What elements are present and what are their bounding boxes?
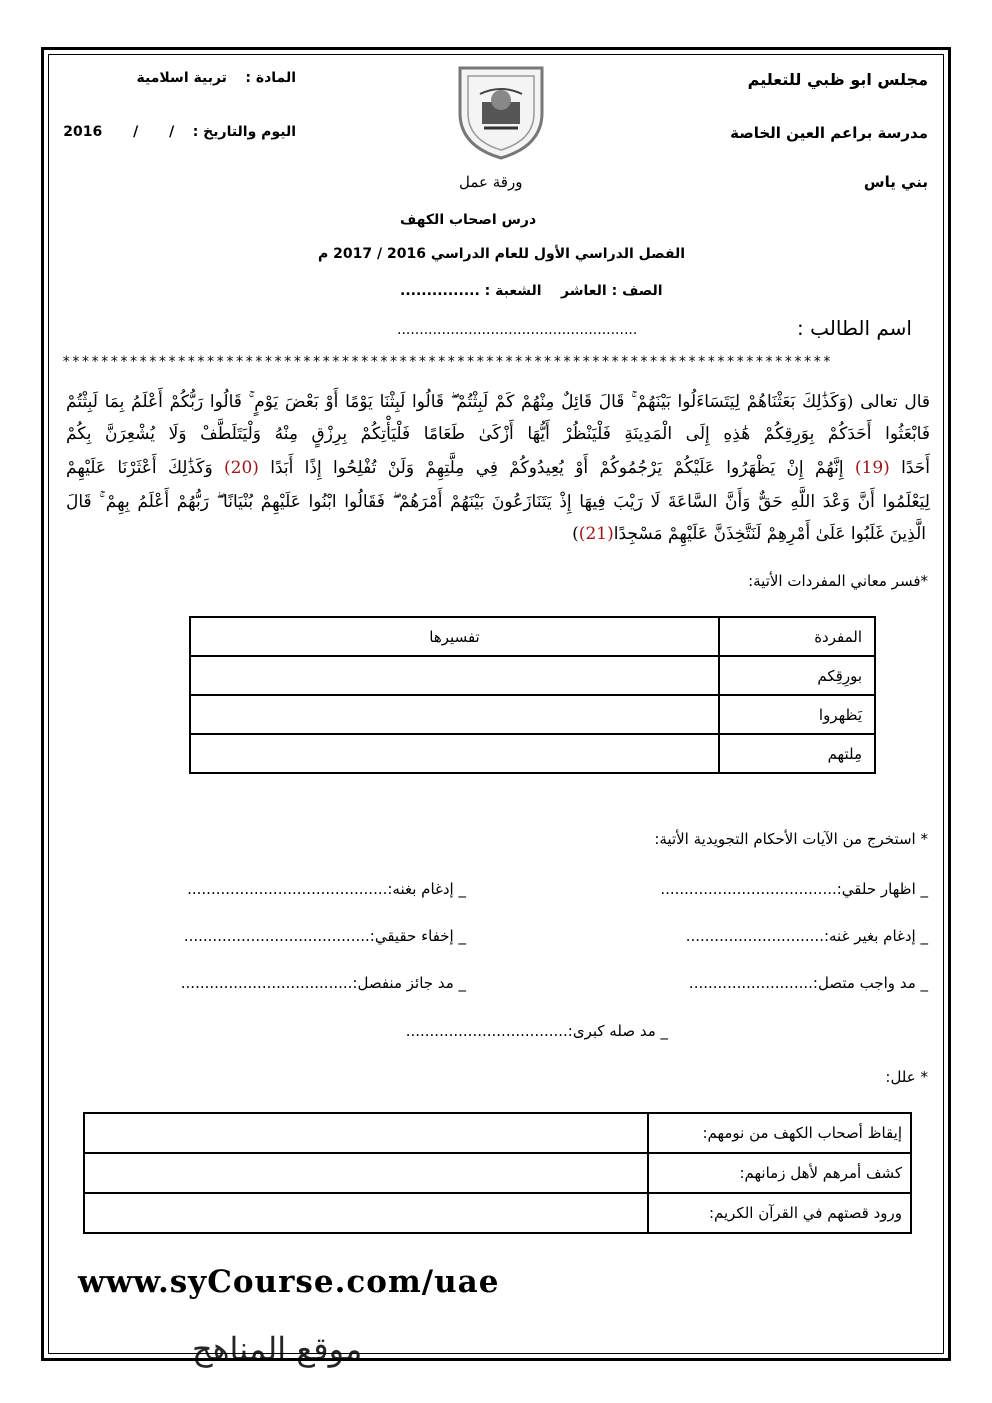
watermark: موقع المناهج [192, 1330, 363, 1368]
lesson-title: درس اصحاب الكهف [400, 212, 537, 228]
vocab-prompt: *فسر معاني المفردات الأتية: [748, 572, 928, 590]
student-name-label: اسم الطالب : [797, 316, 912, 340]
vocab-table [189, 616, 876, 774]
vocab-word: مِلتهم [719, 734, 875, 773]
term-line: الفصل الدراسي الأول للعام الدراسي 2016 / 2017 م [318, 246, 686, 262]
separator: ******************************************************************************** [62, 354, 833, 370]
verse-text-1: (وَكَذَٰلِكَ بَعَثْنَاهُمْ لِيَتَسَاءَلُوا بَيْنَهُمْ ۚ قَالَ قَائِلٌ مِنْهُمْ كَمْ لَبِثْتُمْ ۖ قَالُوا لَبِثْنَا يَوْمًا أَوْ بَعْضَ يَوْمٍ ۚ قَالُوا رَبُّكُمْ أَعْلَمُ بِمَا لَبِثْتُمْ [66, 392, 854, 412]
website-url[interactable]: www.syCourse.com/uae [78, 1264, 500, 1300]
col-header-meaning: تفسيرها [190, 617, 719, 656]
council-name: مجلس ابو ظبي للتعليم [747, 70, 928, 89]
tajweed-item[interactable]: _ إدغام بغير غنه:............................. [685, 927, 928, 945]
tajweed-item[interactable]: _ مد واجب متصل:.......................... [688, 974, 928, 992]
tajweed-item[interactable]: _ إدغام بغنه:.......................................... [187, 880, 466, 898]
class-line: الصف : العاشر الشعبة : ............... [400, 283, 663, 299]
tajweed-item[interactable]: _ مد صله كبرى:.................................. [405, 1022, 668, 1040]
verse-number-21: (21) [578, 524, 614, 544]
vocab-answer-cell[interactable] [190, 656, 719, 695]
reason-answer-cell[interactable] [84, 1153, 648, 1193]
reason-question: إيقاظ أصحاب الكهف من نومهم: [648, 1113, 911, 1153]
verse-text-3c: وَكَذَٰلِكَ أَعْثَرْنَا عَلَيْهِمْ [66, 458, 213, 478]
tajweed-item[interactable]: _ إخفاء حقيقي:....................................... [183, 927, 466, 945]
table-row [84, 1113, 911, 1153]
date-label: اليوم والتاريخ : [192, 124, 296, 140]
reason-question: كشف أمرهم لأهل زمانهم: [648, 1153, 911, 1193]
city-name: بني ياس [863, 173, 928, 191]
school-logo-icon [454, 58, 548, 160]
date-value: / / 2016 [63, 124, 175, 140]
verse-number-20: (20) [224, 458, 259, 478]
verse-number-19: (19) [854, 458, 890, 478]
tajweed-prompt: * استخرج من الآيات الأحكام التجويدية الأتية: [654, 830, 928, 848]
table-row [190, 617, 875, 656]
vocab-word: بورِقِكم [719, 656, 875, 695]
tajweed-item[interactable]: _ اظهار حلقي:..................................... [660, 880, 928, 898]
reason-answer-cell[interactable] [84, 1193, 648, 1233]
verse-line-1 [66, 392, 930, 412]
reason-answer-cell[interactable] [84, 1113, 648, 1153]
table-row [190, 695, 875, 734]
date-line [63, 124, 296, 140]
verse-line-2: فَابْعَثُوا أَحَدَكُمْ بِوَرِقِكُمْ هَٰذِهِ إِلَى الْمَدِينَةِ فَلْيَنْظُرْ أَيُّهَا أَزْكَىٰ طَعَامًا فَلْيَأْتِكُمْ بِرِزْقٍ مِنْهُ وَلْيَتَلَطَّفْ وَلَا يُشْعِرَنَّ بِكُمْ [66, 424, 930, 444]
verse-close: ) [572, 524, 579, 544]
subject-value: تربية اسلامية [136, 70, 227, 86]
table-row [190, 734, 875, 773]
vocab-word: يَظهروا [719, 695, 875, 734]
verse-intro: قال تعالى [860, 392, 931, 412]
vocab-answer-cell[interactable] [190, 695, 719, 734]
table-row [84, 1193, 911, 1233]
tajweed-item[interactable]: _ مد جائز منفصل:.................................... [180, 974, 466, 992]
table-row [84, 1153, 911, 1193]
verse-text-3a: أَحَدًا [901, 458, 930, 478]
subject-label: المادة : [245, 70, 296, 86]
reasons-table [83, 1112, 912, 1234]
reason-question: ورود قصتهم في القرآن الكريم: [648, 1193, 911, 1233]
verse-text-5: الَّذِينَ غَلَبُوا عَلَىٰ أَمْرِهِمْ لَنَتَّخِذَنَّ عَلَيْهِمْ مَسْجِدًا [613, 524, 926, 544]
subject-line [137, 70, 296, 86]
verse-line-5 [572, 524, 926, 544]
worksheet-title: ورقة عمل [459, 173, 523, 191]
vocab-answer-cell[interactable] [190, 734, 719, 773]
verse-line-3 [66, 458, 930, 478]
reasons-prompt: * علل: [885, 1068, 928, 1086]
school-name: مدرسة براعم العين الخاصة [730, 124, 928, 142]
verse-line-4: لِيَعْلَمُوا أَنَّ وَعْدَ اللَّهِ حَقٌّ وَأَنَّ السَّاعَةَ لَا رَيْبَ فِيهَا إِذْ يَتَنَازَعُونَ بَيْنَهُمْ أَمْرَهُمْ ۖ فَقَالُوا ابْنُوا عَلَيْهِمْ بُنْيَانًا ۖ رَبُّهُمْ أَعْلَمُ بِهِمْ ۚ قَالَ [66, 492, 930, 512]
col-header-word: المفردة [719, 617, 875, 656]
student-name-field[interactable]: ...................................................... [397, 322, 638, 338]
table-row [190, 656, 875, 695]
verse-text-3b: إِنَّهُمْ إِنْ يَظْهَرُوا عَلَيْكُمْ يَرْجُمُوكُمْ أَوْ يُعِيدُوكُمْ فِي مِلَّتِهِمْ وَلَنْ تُفْلِحُوا إِذًا أَبَدًا [270, 458, 844, 478]
